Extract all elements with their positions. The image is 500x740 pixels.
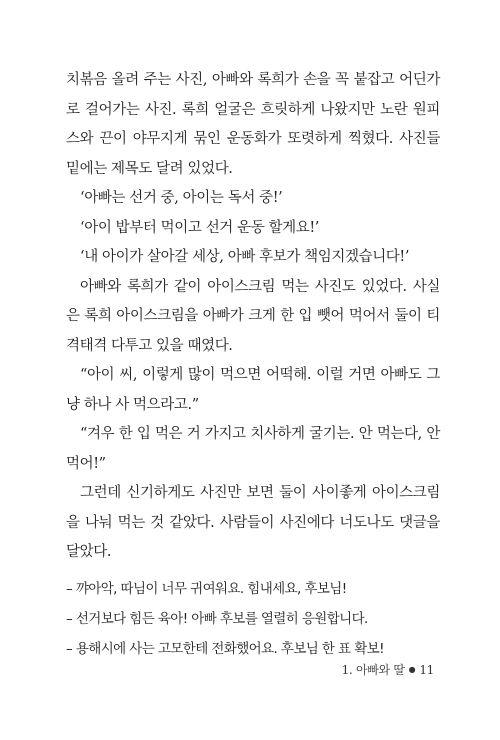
dialogue-line: “겨우 한 입 먹은 거 가지고 치사하게 굴기는. 안 먹는다, 안 먹어!” <box>66 426 440 472</box>
comment-item: – 선거보다 힘든 육아! 아빠 후보를 열렬히 응원합니다. <box>66 610 368 627</box>
comment-list <box>66 574 440 664</box>
paragraph: 그런데 신기하게도 사진만 보면 둘이 사이좋게 아이스크림을 나눠 먹는 것 같았다. 사람들이 사진에다 너도나도 댓글을 달았다. <box>66 485 440 560</box>
page-number: 11 <box>419 663 434 677</box>
chapter-title: 1. 아빠와 딸 <box>341 663 405 677</box>
quote-line: ‘아이 밥부터 먹이고 선거 운동 할게요!’ <box>80 219 319 236</box>
dialogue-line: “아이 씨, 이렇게 많이 먹으면 어떡해. 이럴 거면 아빠도 그냥 하나 사 먹으라고.” <box>66 367 440 413</box>
page-footer <box>342 661 434 678</box>
paragraph: 아빠와 록희가 같이 아이스크림 먹는 사진도 있었다. 사실은 록희 아이스크림을 아빠가 크게 한 입 뺏어 먹어서 둘이 티격태격 다투고 있을 때였다. <box>66 278 440 354</box>
quote-line: ‘아빠는 선거 중, 아이는 독서 중!’ <box>80 190 283 206</box>
quote-line: ‘내 아이가 살아갈 세상, 아빠 후보가 책임지겠습니다!’ <box>80 249 410 265</box>
page-body <box>66 66 440 664</box>
separator-dot: ● <box>408 665 416 674</box>
paragraph: 치볶음 올려 주는 사진, 아빠와 록희가 손을 꼭 붙잡고 어딘가로 걸어가는 사진. 록희 얼굴은 흐릿하게 나왔지만 노란 원피스와 끈이 야무지게 묶인 운동화가 또렷하게 찍혔다. 사진들 밑에는 제목도 달려 있었다. <box>66 72 440 177</box>
comment-item: – 꺄아악, 따님이 너무 귀여워요. 힘내세요, 후보님! <box>66 580 347 597</box>
comment-item: – 용해시에 사는 고모한테 전화했어요. 후보님 한 표 확보! <box>66 640 384 657</box>
